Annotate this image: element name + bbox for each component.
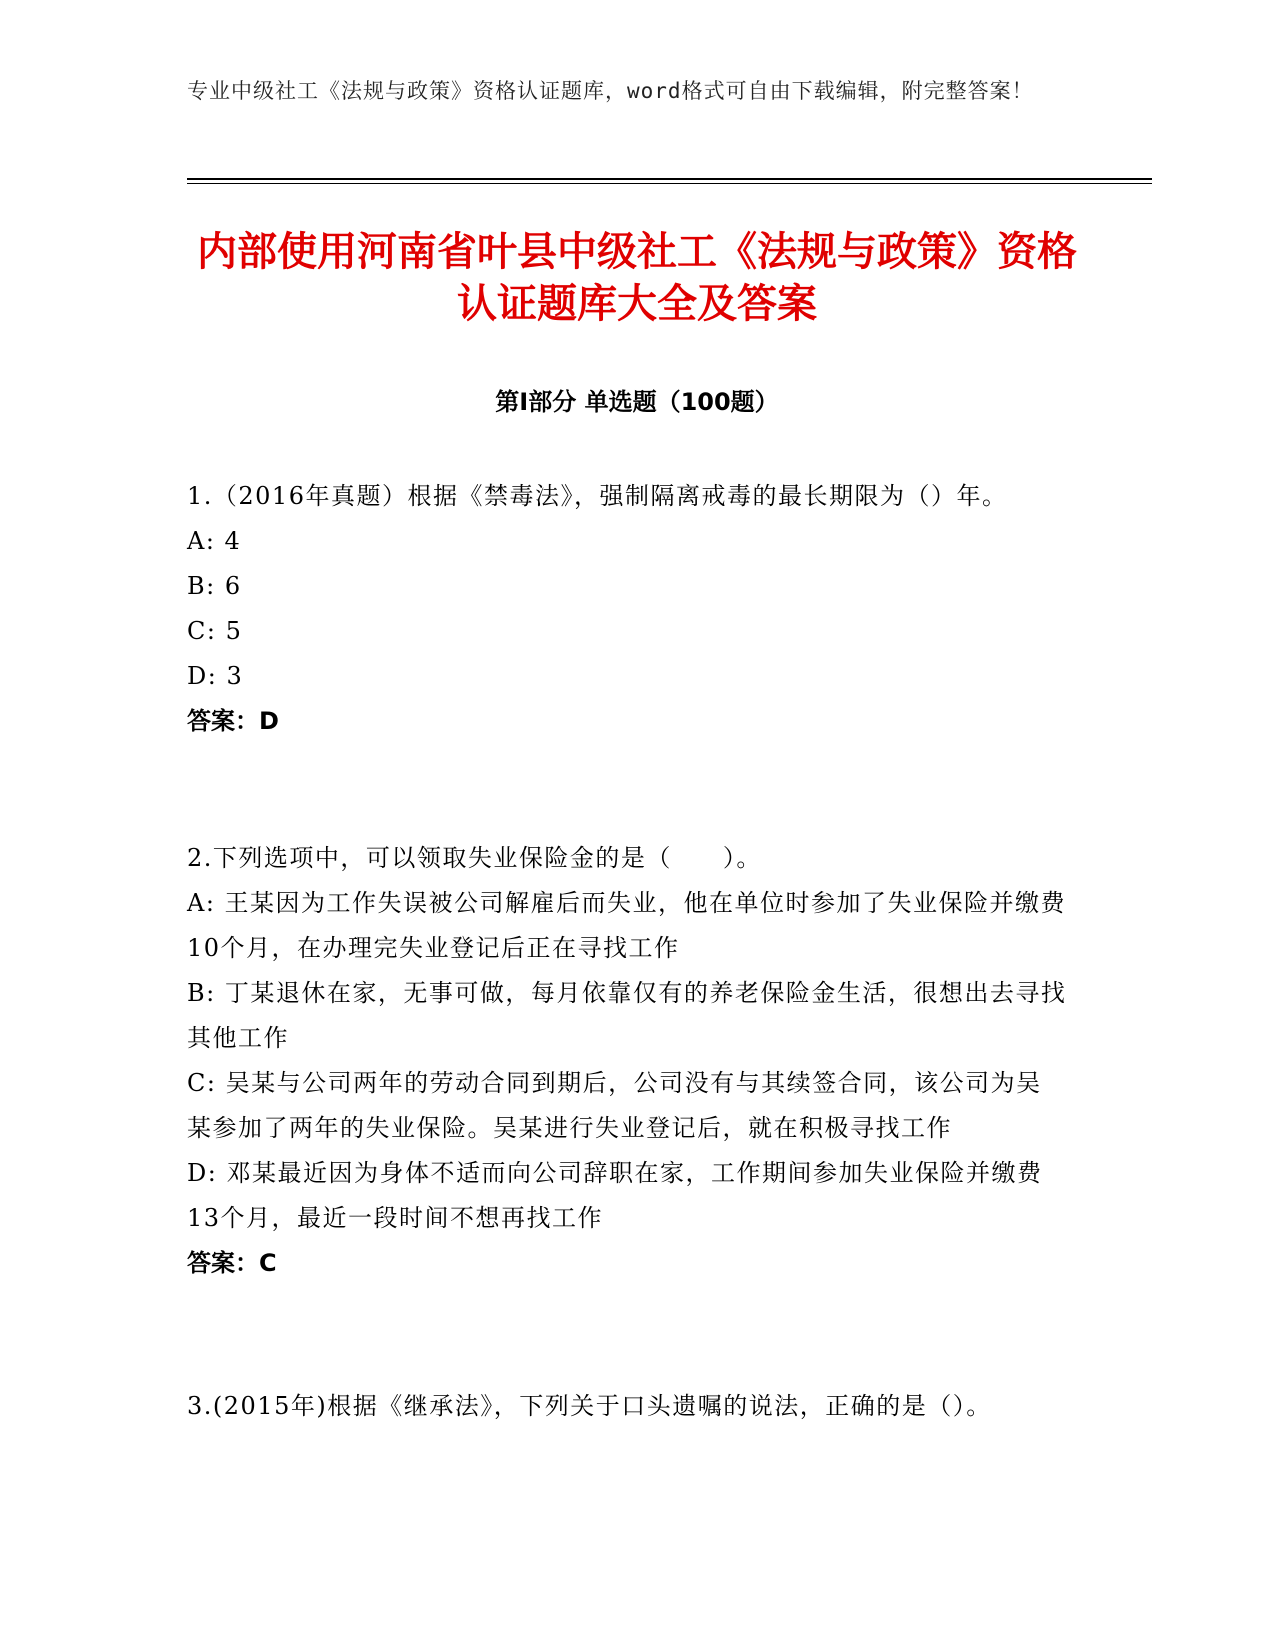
- option-d: D: 邓某最近因为身体不适而向公司辞职在家，工作期间参加失业保险并缴费13个月，最近一段时间不想再找工作: [187, 1159, 1043, 1232]
- header-divider-thin: [187, 183, 1152, 184]
- question-text: 3.(2015年)根据《继承法》，下列关于口头遗嘱的说法，正确的是（）。: [187, 1392, 992, 1420]
- section-title: 第I部分 单选题（100题）: [495, 388, 779, 416]
- header-divider-thick: [187, 178, 1152, 180]
- option-b: B: 丁某退休在家，无事可做，每月依靠仅有的养老保险金生活，很想出去寻找其他工作: [187, 979, 1067, 1052]
- question-1: [187, 474, 1067, 744]
- question-text: 1.（2016年真题）根据《禁毒法》，强制隔离戒毒的最长期限为（）年。: [187, 482, 1008, 510]
- option-d: D: 3: [187, 662, 244, 690]
- question-2: [187, 836, 1067, 1286]
- answer: 答案：D: [187, 707, 279, 735]
- answer: 答案：C: [187, 1249, 277, 1277]
- header-note: 专业中级社工《法规与政策》资格认证题库，word格式可自由下载编辑，附完整答案！: [187, 79, 1034, 103]
- document-title: 内部使用河南省叶县中级社工《法规与政策》资格认证题库大全及答案: [197, 229, 1077, 327]
- option-a: A: 4: [187, 527, 242, 555]
- option-b: B: 6: [187, 572, 242, 600]
- option-a: A: 王某因为工作失误被公司解雇后而失业，他在单位时参加了失业保险并缴费10个月，在办理完失业登记后正在寻找工作: [187, 889, 1067, 962]
- question-3: [187, 1384, 1067, 1429]
- option-c: C: 吴某与公司两年的劳动合同到期后，公司没有与其续签合同，该公司为吴某参加了两年的失业保险。吴某进行失业登记后，就在积极寻找工作: [187, 1069, 1042, 1142]
- option-c: C: 5: [187, 617, 243, 645]
- question-text: 2.下列选项中，可以领取失业保险金的是（ ）。: [187, 844, 762, 872]
